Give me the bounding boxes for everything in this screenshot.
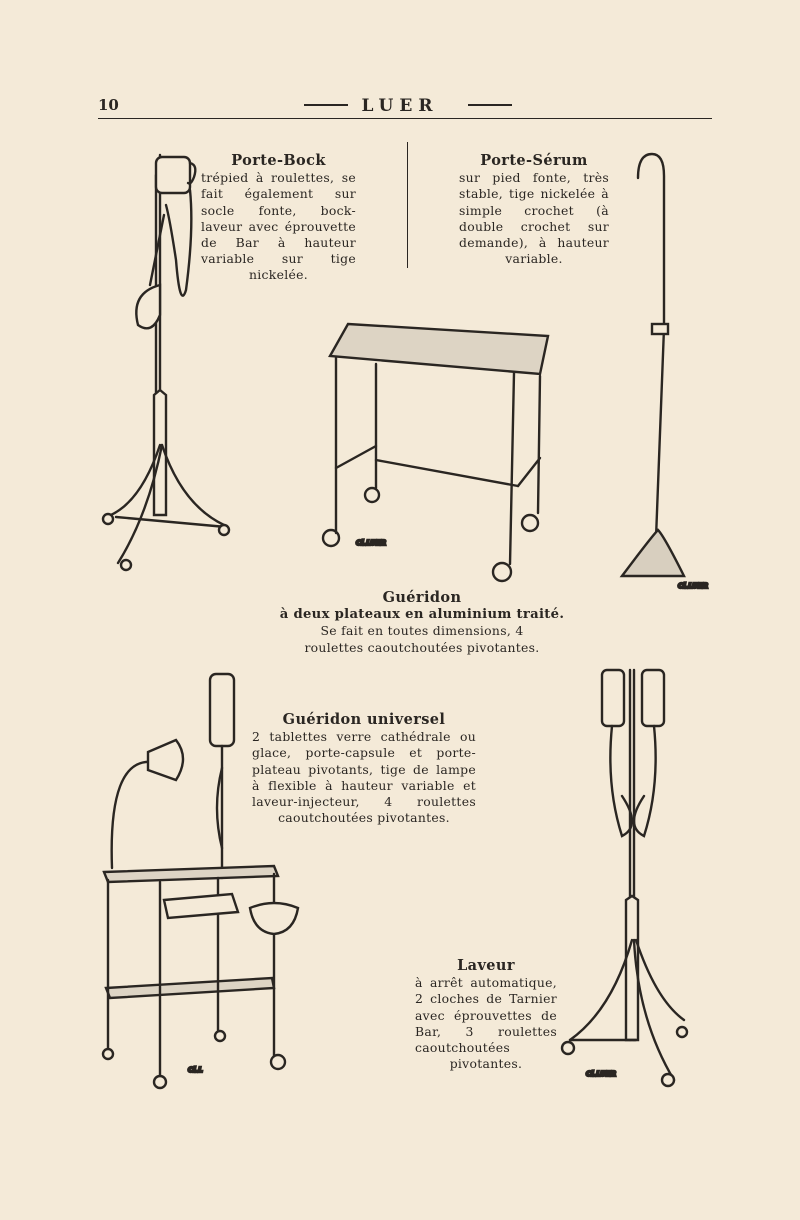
laveur-text: à arrêt automatique, 2 cloches de Tarnier avec éprouvettes de Bar, 3 roulettes caoutchoutées pivotantes. bbox=[415, 975, 557, 1072]
porte-serum-title: Porte-Sérum bbox=[480, 152, 588, 169]
porte-serum-block bbox=[459, 153, 609, 267]
laveur-illustration bbox=[556, 660, 706, 1092]
gueridon-universel-title: Guéridon universel bbox=[282, 711, 446, 728]
laveur-block bbox=[415, 958, 557, 1072]
gueridon-universel-text: 2 tablettes verre cathédrale ou glace, porte-capsule et porte-plateau pivotants, tige de lampe à flexible à hauteur variable et laveur-injecteur, 4 roulettes caoutchoutées pivotantes. bbox=[252, 729, 476, 826]
header-title: LUER bbox=[361, 96, 439, 116]
gueridon-block bbox=[272, 590, 572, 656]
gueridon-subtitle: à deux plateaux en aluminium traité. bbox=[279, 607, 565, 623]
porte-bock-title: Porte-Bock bbox=[231, 152, 326, 169]
column-divider bbox=[407, 142, 408, 268]
gueridon-credit: Cl.LUER bbox=[356, 539, 387, 547]
universel-credit: Cl.L bbox=[188, 1066, 203, 1074]
porte-bock-illustration bbox=[96, 145, 256, 575]
porte-bock-text: trépied à roulettes, se fait également sur socle fonte, bock-laveur avec éprouvette de Bar à hauteur variable sur tige nickelée. bbox=[201, 170, 356, 283]
gueridon-illustration bbox=[318, 318, 554, 586]
porte-serum-illustration bbox=[616, 148, 712, 592]
header-arrow-right bbox=[468, 104, 512, 106]
porte-serum-text: sur pied fonte, très stable, tige nickelée à simple crochet (à double crochet sur demande), à hauteur variable. bbox=[459, 170, 609, 267]
porte-serum-credit: Cl.LUER bbox=[678, 582, 709, 590]
laveur-credit: Cl.LUER bbox=[586, 1070, 617, 1078]
gueridon-universel-illustration bbox=[98, 668, 308, 1098]
gueridon-title: Guéridon bbox=[382, 589, 462, 606]
gueridon-text: Se fait en toutes dimensions, 4 roulettes caoutchoutées pivotantes. bbox=[304, 623, 540, 655]
header-rule bbox=[98, 118, 712, 119]
page-number: 10 bbox=[98, 96, 119, 114]
laveur-title: Laveur bbox=[457, 957, 515, 974]
